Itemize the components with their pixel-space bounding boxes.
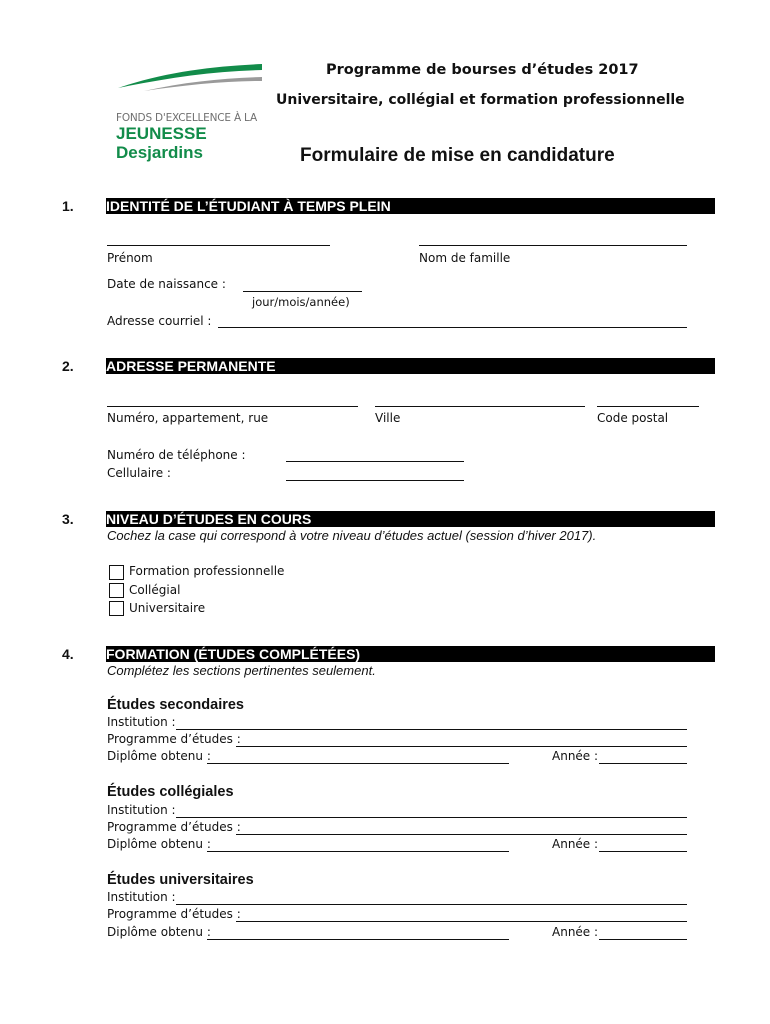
cell-label: Cellulaire : (107, 466, 171, 480)
nom-label: Nom de famille (419, 251, 511, 265)
institution-label: Institution : (107, 890, 176, 904)
year-field[interactable] (599, 851, 687, 852)
program-field[interactable] (236, 921, 687, 922)
dob-field[interactable] (243, 291, 362, 292)
section-title: IDENTITÉ DE L’ÉTUDIANT À TEMPS PLEIN (106, 198, 391, 214)
institution-field[interactable] (176, 904, 687, 905)
diploma-label: Diplôme obtenu : (107, 925, 211, 939)
program-label: Programme d’études : (107, 732, 241, 746)
section-title: NIVEAU D’ÉTUDES EN COURS (106, 511, 312, 527)
email-field[interactable] (218, 327, 687, 328)
cell-field[interactable] (286, 480, 464, 481)
section-1-header (58, 198, 715, 214)
formation-instruction: Complétez les sections pertinentes seulement. (107, 663, 376, 678)
prenom-field[interactable] (107, 245, 330, 246)
block-title-universitaires: Études universitaires (107, 872, 254, 888)
logo-line2: JEUNESSE (116, 124, 207, 143)
city-field[interactable] (375, 406, 585, 407)
phone-field[interactable] (286, 461, 464, 462)
section-title: ADRESSE PERMANENTE (106, 358, 276, 374)
street-field[interactable] (107, 406, 358, 407)
year-field[interactable] (599, 939, 687, 940)
postal-field[interactable] (597, 406, 699, 407)
program-label: Programme d’études : (107, 907, 241, 921)
dob-label: Date de naissance : (107, 277, 226, 291)
section-number: 1. (62, 198, 110, 214)
section-3-header (58, 511, 715, 527)
institution-field[interactable] (176, 729, 687, 730)
year-label: Année : (552, 837, 599, 851)
level-instruction: Cochez la case qui correspond à votre niveau d’études actuel (session d’hiver 2017). (107, 528, 597, 543)
checkbox-universitaire[interactable] (109, 601, 124, 616)
option-label: Formation professionnelle (129, 564, 285, 578)
section-number: 4. (62, 646, 110, 662)
logo-swoosh-icon (114, 58, 264, 94)
year-field[interactable] (599, 763, 687, 764)
program-label: Programme d’études : (107, 820, 241, 834)
diploma-label: Diplôme obtenu : (107, 749, 211, 763)
block-title-secondaires: Études secondaires (107, 697, 244, 713)
prenom-label: Prénom (107, 251, 153, 265)
diploma-label: Diplôme obtenu : (107, 837, 211, 851)
diploma-field[interactable] (207, 939, 509, 940)
section-title: FORMATION (ÉTUDES COMPLÉTÉES) (106, 646, 361, 662)
program-levels: Universitaire, collégial et formation professionnelle (276, 92, 685, 108)
institution-label: Institution : (107, 715, 176, 729)
logo-line1: FONDS D'EXCELLENCE À LA (116, 112, 257, 124)
phone-label: Numéro de téléphone : (107, 448, 246, 462)
option-label: Collégial (129, 583, 181, 597)
checkbox-collegial[interactable] (109, 583, 124, 598)
street-label: Numéro, appartement, rue (107, 411, 269, 425)
nom-field[interactable] (419, 245, 687, 246)
institution-field[interactable] (176, 817, 687, 818)
option-label: Universitaire (129, 601, 206, 615)
checkbox-formation-professionnelle[interactable] (109, 565, 124, 580)
diploma-field[interactable] (207, 851, 509, 852)
dob-hint: jour/mois/année) (252, 295, 350, 309)
program-title: Programme de bourses d’études 2017 (326, 62, 639, 78)
section-2-header (58, 358, 715, 374)
year-label: Année : (552, 749, 599, 763)
section-4-header (58, 646, 715, 662)
year-label: Année : (552, 925, 599, 939)
section-number: 2. (62, 358, 110, 374)
section-number: 3. (62, 511, 110, 527)
block-title-collegiales: Études collégiales (107, 784, 234, 800)
program-field[interactable] (236, 746, 687, 747)
diploma-field[interactable] (207, 763, 509, 764)
institution-label: Institution : (107, 803, 176, 817)
postal-label: Code postal (597, 411, 669, 425)
city-label: Ville (375, 411, 401, 425)
logo (114, 58, 264, 168)
program-field[interactable] (236, 834, 687, 835)
form-title: Formulaire de mise en candidature (300, 145, 615, 166)
email-label: Adresse courriel : (107, 314, 212, 328)
logo-line3: Desjardins (116, 143, 203, 162)
